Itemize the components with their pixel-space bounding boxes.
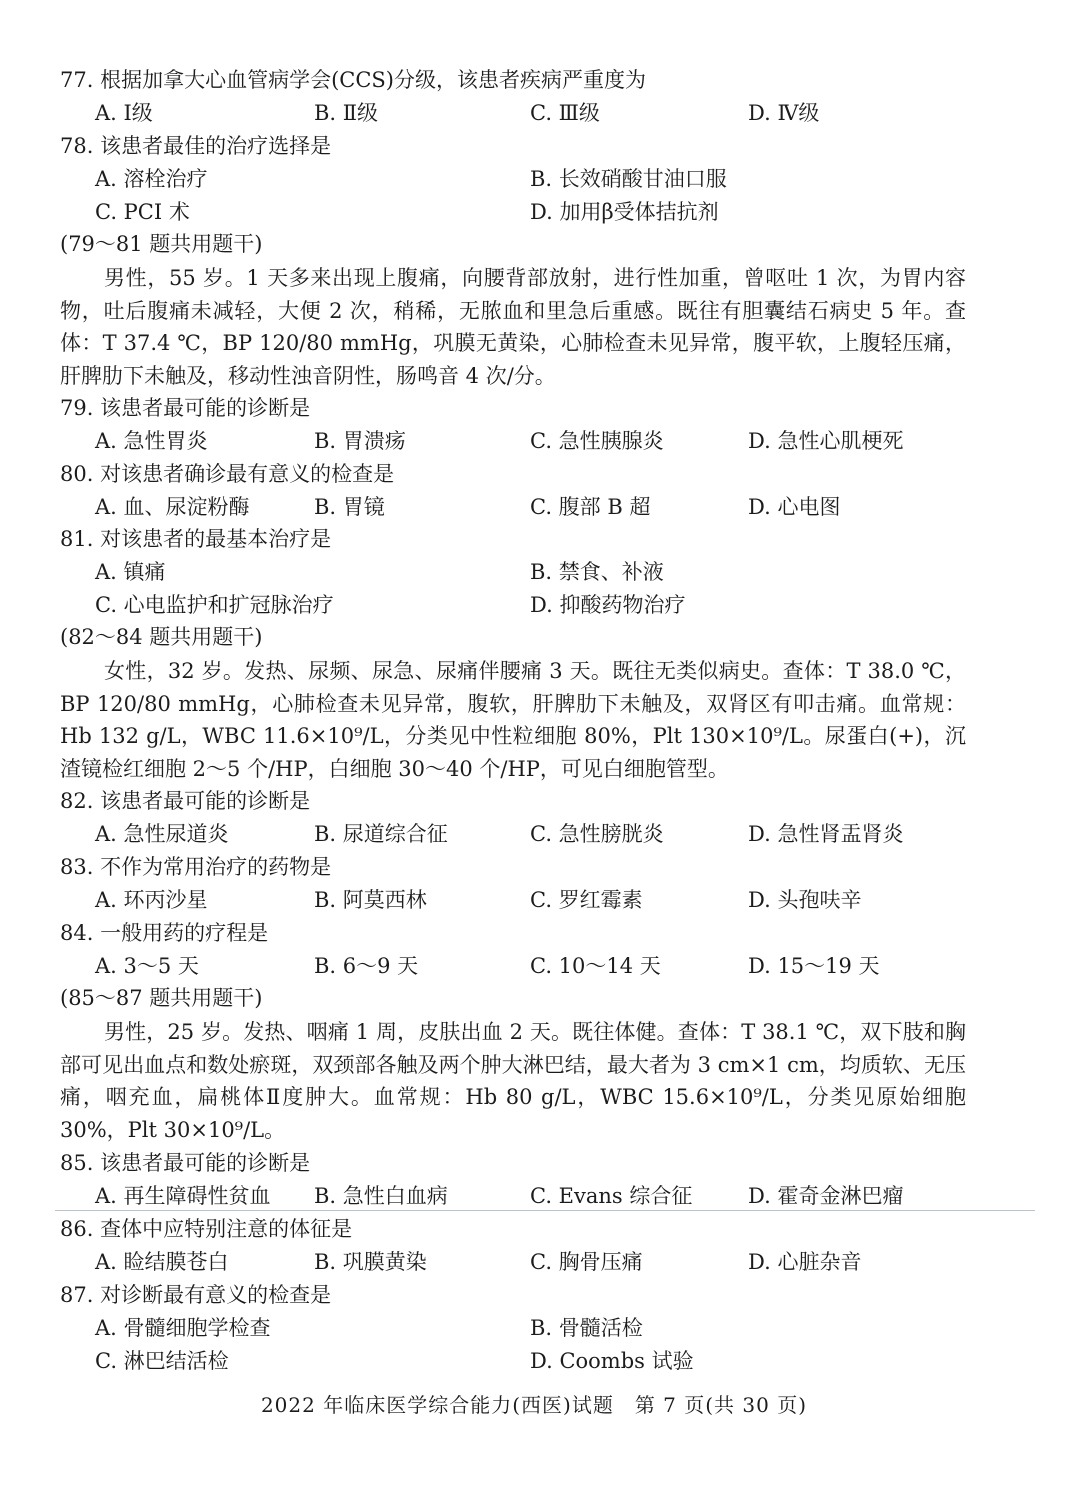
group-82-84-case: 女性，32 岁。发热、尿频、尿急、尿痛伴腰痛 3 天。既往无类似病史。查体：T 38.0 ℃，BP 120/80 mmHg，心肺检查未见异常，腹软，肝脾肋下未触及，双肾区有叩击痛。血常规：Hb 132 g/L，WBC 11.6×10⁹/L，分类见中性粒细胞 80%，Plt 130×10⁹/L。尿蛋白(+)，沉渣镜检红细胞 2～5 个/HP，白细胞 30～40 个/HP，可见白细胞管型。 (60, 659, 966, 781)
question-stem: 85. 该患者最可能的诊断是 (60, 1151, 311, 1175)
question-87-options-row1 (0, 1312, 1068, 1344)
option-c: C. 腹部 B 超 (530, 495, 651, 519)
option-c: C. 罗红霉素 (530, 888, 643, 912)
option-b: B. 胃镜 (314, 495, 385, 519)
option-d: D. 15～19 天 (748, 954, 880, 978)
question-stem: 86. 查体中应特别注意的体征是 (60, 1217, 353, 1241)
question-78-options-row2 (0, 196, 1068, 228)
option-c: C. 急性胰腺炎 (530, 429, 664, 453)
option-d: D. Coombs 试验 (530, 1349, 694, 1373)
question-stem: 82. 该患者最可能的诊断是 (60, 789, 311, 813)
group-82-84-title (0, 621, 1068, 653)
question-77 (0, 64, 1068, 96)
question-86 (0, 1213, 1068, 1245)
option-d: D. 急性肾盂肾炎 (748, 822, 904, 846)
option-b: B. 6～9 天 (314, 954, 419, 978)
question-84-options (0, 950, 1068, 982)
option-c: C. 10～14 天 (530, 954, 661, 978)
option-b: B. 阿莫西林 (314, 888, 427, 912)
option-d: D. 心脏杂音 (748, 1250, 862, 1274)
question-80 (0, 458, 1068, 490)
option-a: A. 血、尿淀粉酶 (95, 495, 250, 519)
option-c: C. 心电监护和扩冠脉治疗 (95, 593, 334, 617)
question-87-options-row2 (0, 1345, 1068, 1377)
question-stem: 87. 对诊断最有意义的检查是 (60, 1283, 332, 1307)
question-81 (0, 523, 1068, 555)
question-82 (0, 785, 1068, 817)
option-c: C. PCI 术 (95, 200, 190, 224)
group-79-81-title (0, 228, 1068, 260)
question-86-options (0, 1246, 1068, 1278)
option-c: C. 急性膀胱炎 (530, 822, 664, 846)
question-87 (0, 1279, 1068, 1311)
option-a: A. 睑结膜苍白 (95, 1250, 229, 1274)
question-stem: 80. 对该患者确诊最有意义的检查是 (60, 462, 395, 486)
question-81-options-row2 (0, 589, 1068, 621)
option-a: A. 急性尿道炎 (95, 822, 229, 846)
question-stem: 78. 该患者最佳的治疗选择是 (60, 134, 332, 158)
question-stem: 77. 根据加拿大心血管病学会(CCS)分级，该患者疾病严重度为 (60, 68, 646, 92)
fold-divider (55, 1210, 1035, 1211)
question-77-options (0, 97, 1068, 129)
question-78-options-row1 (0, 163, 1068, 195)
question-85 (0, 1147, 1068, 1179)
question-83 (0, 851, 1068, 883)
question-79-options (0, 425, 1068, 457)
option-b: B. 巩膜黄染 (314, 1250, 427, 1274)
option-b: B. 急性白血病 (314, 1184, 448, 1208)
option-b: B. 骨髓活检 (530, 1316, 643, 1340)
group-85-87-case: 男性，25 岁。发热、咽痛 1 周，皮肤出血 2 天。既往体健。查体：T 38.1 ℃，双下肢和胸部可见出血点和数处瘀斑，双颈部各触及两个肿大淋巴结，最大者为 3 cm×1 cm，均质软、无压痛，咽充血，扁桃体Ⅱ度肿大。血常规：Hb 80 g/L，WBC 15.6×10⁹/L，分类见原始细胞 30%，Plt 30×10⁹/L。 (60, 1020, 966, 1142)
option-d: D. 头孢呋辛 (748, 888, 862, 912)
question-78 (0, 130, 1068, 162)
option-c: C. 胸骨压痛 (530, 1250, 643, 1274)
option-c: C. 淋巴结活检 (95, 1349, 229, 1373)
question-85-options (0, 1180, 1068, 1212)
question-81-options-row1 (0, 556, 1068, 588)
group-title: (85～87 题共用题干) (60, 986, 263, 1010)
option-a: A. 溶栓治疗 (95, 167, 208, 191)
option-a: A. Ⅰ级 (95, 101, 153, 125)
option-d: D. Ⅳ级 (748, 101, 820, 125)
group-85-87-title (0, 982, 1068, 1014)
option-b: B. 尿道综合征 (314, 822, 448, 846)
option-c: C. Ⅲ级 (530, 101, 600, 125)
option-d: D. 抑酸药物治疗 (530, 593, 686, 617)
option-a: A. 3～5 天 (95, 954, 199, 978)
option-b: B. 禁食、补液 (530, 560, 664, 584)
option-d: D. 加用β受体拮抗剂 (530, 200, 719, 224)
option-d: D. 霍奇金淋巴瘤 (748, 1184, 904, 1208)
group-79-81-case: 男性，55 岁。1 天多来出现上腹痛，向腰背部放射，进行性加重，曾呕吐 1 次，为胃内容物，吐后腹痛未减轻，大便 2 次，稍稀，无脓血和里急后重感。既往有胆囊结石病史 5 年。查体：T 37.4 ℃，BP 120/80 mmHg，巩膜无黄染，心肺检查未见异常，腹平软，上腹轻压痛，肝脾肋下未触及，移动性浊音阴性，肠鸣音 4 次/分。 (60, 266, 966, 388)
option-a: A. 镇痛 (95, 560, 166, 584)
option-d: D. 急性心肌梗死 (748, 429, 904, 453)
question-84 (0, 917, 1068, 949)
question-80-options (0, 491, 1068, 523)
question-stem: 84. 一般用药的疗程是 (60, 921, 269, 945)
group-title: (82～84 题共用题干) (60, 625, 263, 649)
question-stem: 83. 不作为常用治疗的药物是 (60, 855, 332, 879)
option-a: A. 再生障碍性贫血 (95, 1184, 271, 1208)
page-footer: 2022 年临床医学综合能力(西医)试题 第 7 页(共 30 页) (260, 1393, 808, 1417)
question-stem: 81. 对该患者的最基本治疗是 (60, 527, 332, 551)
option-d: D. 心电图 (748, 495, 841, 519)
option-a: A. 急性胃炎 (95, 429, 208, 453)
option-a: A. 环丙沙星 (95, 888, 208, 912)
option-c: C. Evans 综合征 (530, 1184, 693, 1208)
option-b: B. Ⅱ级 (314, 101, 379, 125)
option-b: B. 长效硝酸甘油口服 (530, 167, 727, 191)
question-79 (0, 392, 1068, 424)
group-title: (79～81 题共用题干) (60, 232, 263, 256)
option-a: A. 骨髓细胞学检查 (95, 1316, 271, 1340)
question-stem: 79. 该患者最可能的诊断是 (60, 396, 311, 420)
question-82-options (0, 818, 1068, 850)
option-b: B. 胃溃疡 (314, 429, 406, 453)
question-83-options (0, 884, 1068, 916)
